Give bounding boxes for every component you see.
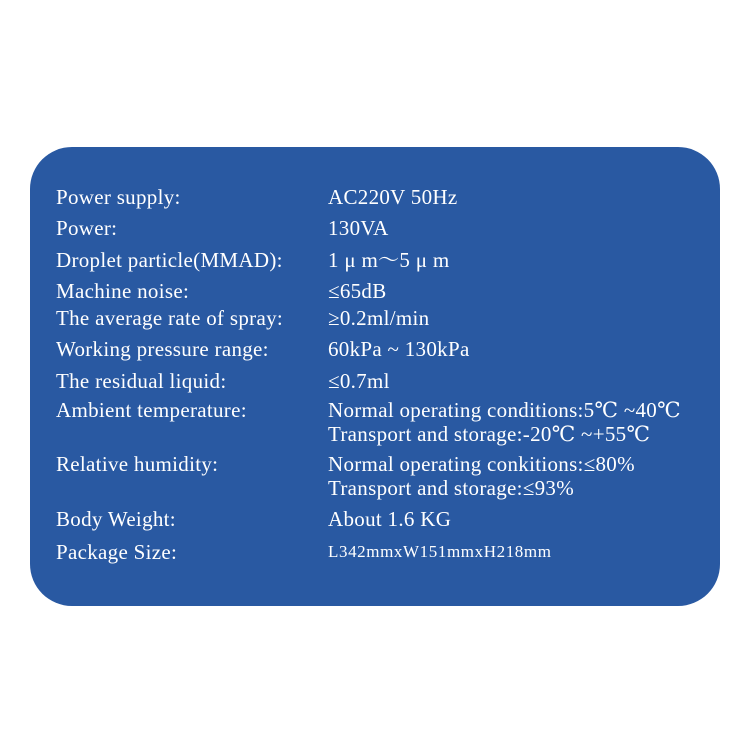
spec-value: AC220V 50Hz (328, 185, 458, 209)
spec-card (30, 147, 720, 606)
spec-label: Power supply: (56, 185, 181, 209)
spec-label: Relative humidity: (56, 452, 219, 476)
spec-label: The residual liquid: (56, 369, 227, 393)
spec-value: About 1.6 KG (328, 507, 452, 531)
spec-value: 60kPa ~ 130kPa (328, 337, 470, 361)
spec-value: Normal operating conkitions:≤80% (328, 452, 635, 476)
spec-value: ≥0.2ml/min (328, 306, 430, 330)
spec-label: Working pressure range: (56, 337, 269, 361)
spec-label: Machine noise: (56, 279, 190, 303)
spec-label: Droplet particle(MMAD): (56, 248, 283, 272)
spec-label: Power: (56, 216, 118, 240)
spec-value: ≤65dB (328, 279, 387, 303)
spec-label: Package Size: (56, 540, 178, 564)
spec-value: L342mmxW151mmxH218mm (328, 542, 552, 561)
spec-value: ≤0.7ml (328, 369, 390, 393)
spec-value: Transport and storage:≤93% (328, 476, 575, 500)
spec-value: Transport and storage:-20℃ ~+55℃ (328, 422, 651, 446)
spec-label: Ambient temperature: (56, 398, 247, 422)
spec-value-group (328, 398, 681, 446)
spec-value-group (328, 452, 635, 500)
spec-label: Body Weight: (56, 507, 176, 531)
spec-value: 1 μ m～5 μ m (328, 248, 450, 272)
spec-value: 130VA (328, 216, 389, 240)
spec-value: Normal operating conditions:5℃ ~40℃ (328, 398, 681, 422)
spec-label: The average rate of spray: (56, 306, 284, 330)
